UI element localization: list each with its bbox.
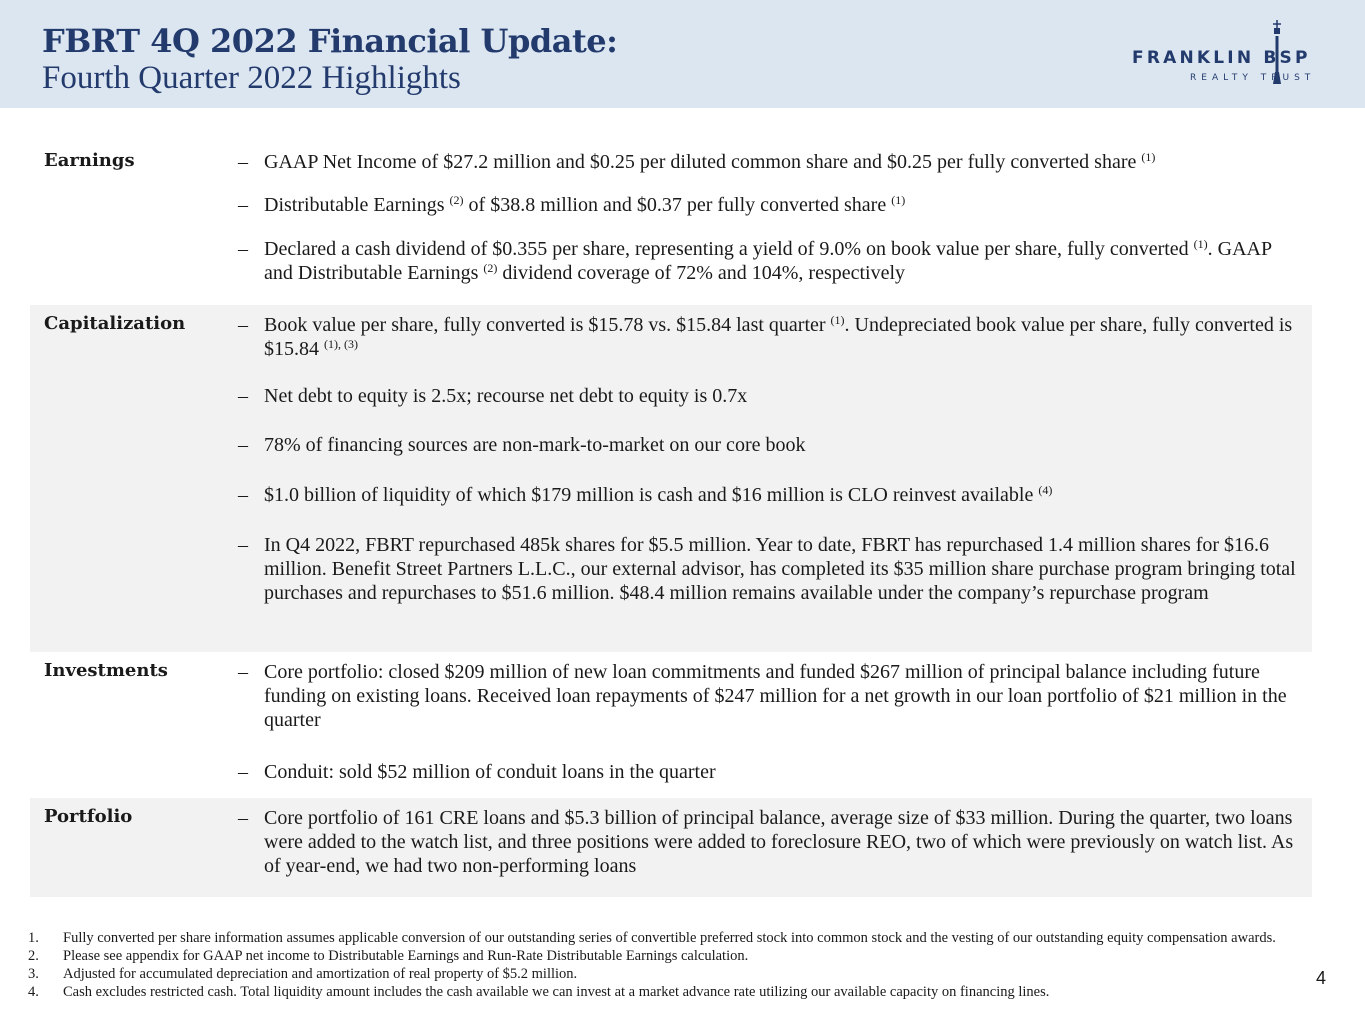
company-logo	[1130, 18, 1350, 88]
dash-marker: –	[238, 434, 248, 456]
dash-marker: –	[238, 151, 248, 173]
capitalization-bullet-2: – Net debt to equity is 2.5x; recourse net debt to equity is 0.7x	[238, 385, 748, 407]
section-label-investments: Investments	[44, 660, 168, 681]
earnings-bullet-2: – Distributable Earnings $^{(2)}$ of $38.8 million and $0.37 per fully converted share $^{(1)}$	[238, 193, 906, 216]
investments-row	[30, 652, 1312, 798]
portfolio-bullet-1: – Core portfolio of 161 CRE loans and $5.3 billion of principal balance, average size of $33 million. During the quarter, two loans were added to the watch list, and three positions were added to foreclosure REO, two of which were previously on watch list. As of year-end, we had two non-performing loans	[238, 807, 1294, 877]
earnings-bullet-1: – GAAP Net Income of $27.2 million and $0.25 per diluted common share and $0.25 per fully converted share $^{(1)}$	[238, 150, 1156, 173]
header-banner	[0, 0, 1365, 108]
dash-marker: –	[238, 761, 248, 783]
portfolio-row	[30, 798, 1312, 897]
earnings-row	[30, 140, 1312, 302]
page-title: FBRT 4Q 2022 Financial Update:	[42, 22, 618, 60]
capitalization-bullet-4: – $1.0 billion of liquidity of which $179 million is cash and $16 million is CLO reinvest available $^{(4)}$	[238, 483, 1053, 506]
footnote: 2. Please see appendix for GAAP net income to Distributable Earnings and Run-Rate Distributable Earnings calculation.	[28, 948, 749, 964]
footnote: 4. Cash excludes restricted cash. Total liquidity amount includes the cash available we can invest at a market advance rate utilizing our available capacity on financing lines.	[28, 984, 1050, 1000]
footnote: 1. Fully converted per share information assumes applicable conversion of our outstanding series of convertible preferred stock into common stock and the vesting of our outstanding equity compensation awards.	[28, 930, 1276, 946]
earnings-bullet-3: – Declared a cash dividend of $0.355 per share, representing a yield of 9.0% on book value per share, fully converted $^{(1)}$. GAAP and Distributable Earnings $^{(2)}$ dividend coverage of 72% and 104%, respectively	[238, 237, 1272, 284]
capitalization-bullet-1: – Book value per share, fully converted is $15.78 vs. $15.84 last quarter $^{(1)}$. Undepreciated book value per share, fully converted is $15.84 $^{(1), (3)}$	[238, 313, 1293, 360]
section-label-earnings: Earnings	[44, 150, 135, 171]
dash-marker: –	[238, 238, 248, 260]
footnote: 3. Adjusted for accumulated depreciation and amortization of real property of $5.2 million.	[28, 966, 578, 982]
page-number: 4	[1316, 968, 1327, 988]
dash-marker: –	[238, 807, 248, 829]
capitalization-bullet-3: – 78% of financing sources are non-mark-to-market on our core book	[238, 434, 806, 456]
page-subtitle: Fourth Quarter 2022 Highlights	[42, 60, 461, 96]
capitalization-row	[30, 305, 1312, 652]
dash-marker: –	[238, 385, 248, 407]
section-label-portfolio: Portfolio	[44, 806, 133, 827]
logo-tagline: REALTY TRUST	[1190, 73, 1316, 83]
investments-bullet-2: – Conduit: sold $52 million of conduit loans in the quarter	[238, 761, 716, 783]
dash-marker: –	[238, 484, 248, 506]
dash-marker: –	[238, 534, 248, 556]
section-label-capitalization: Capitalization	[44, 313, 186, 334]
investments-bullet-1: – Core portfolio: closed $209 million of new loan commitments and funded $267 million of principal balance including future funding on existing loans. Received loan repayments of $247 million for a net growth in our loan portfolio of $21 million in the quarter	[238, 661, 1287, 731]
dash-marker: –	[238, 661, 248, 683]
dash-marker: –	[238, 194, 248, 216]
dash-marker: –	[238, 314, 248, 336]
logo-wordmark: FRANKLIN BSP	[1132, 48, 1311, 68]
capitalization-bullet-5: – In Q4 2022, FBRT repurchased 485k shares for $5.5 million. Year to date, FBRT has repurchased 1.4 million shares for $16.6 million. Benefit Street Partners L.L.C., our external advisor, has completed its $35 million share purchase program bringing total purchases and repurchases to $51.6 million. $48.4 million remains available under the company’s repurchase program	[238, 534, 1296, 604]
footnotes	[26, 929, 1276, 1001]
